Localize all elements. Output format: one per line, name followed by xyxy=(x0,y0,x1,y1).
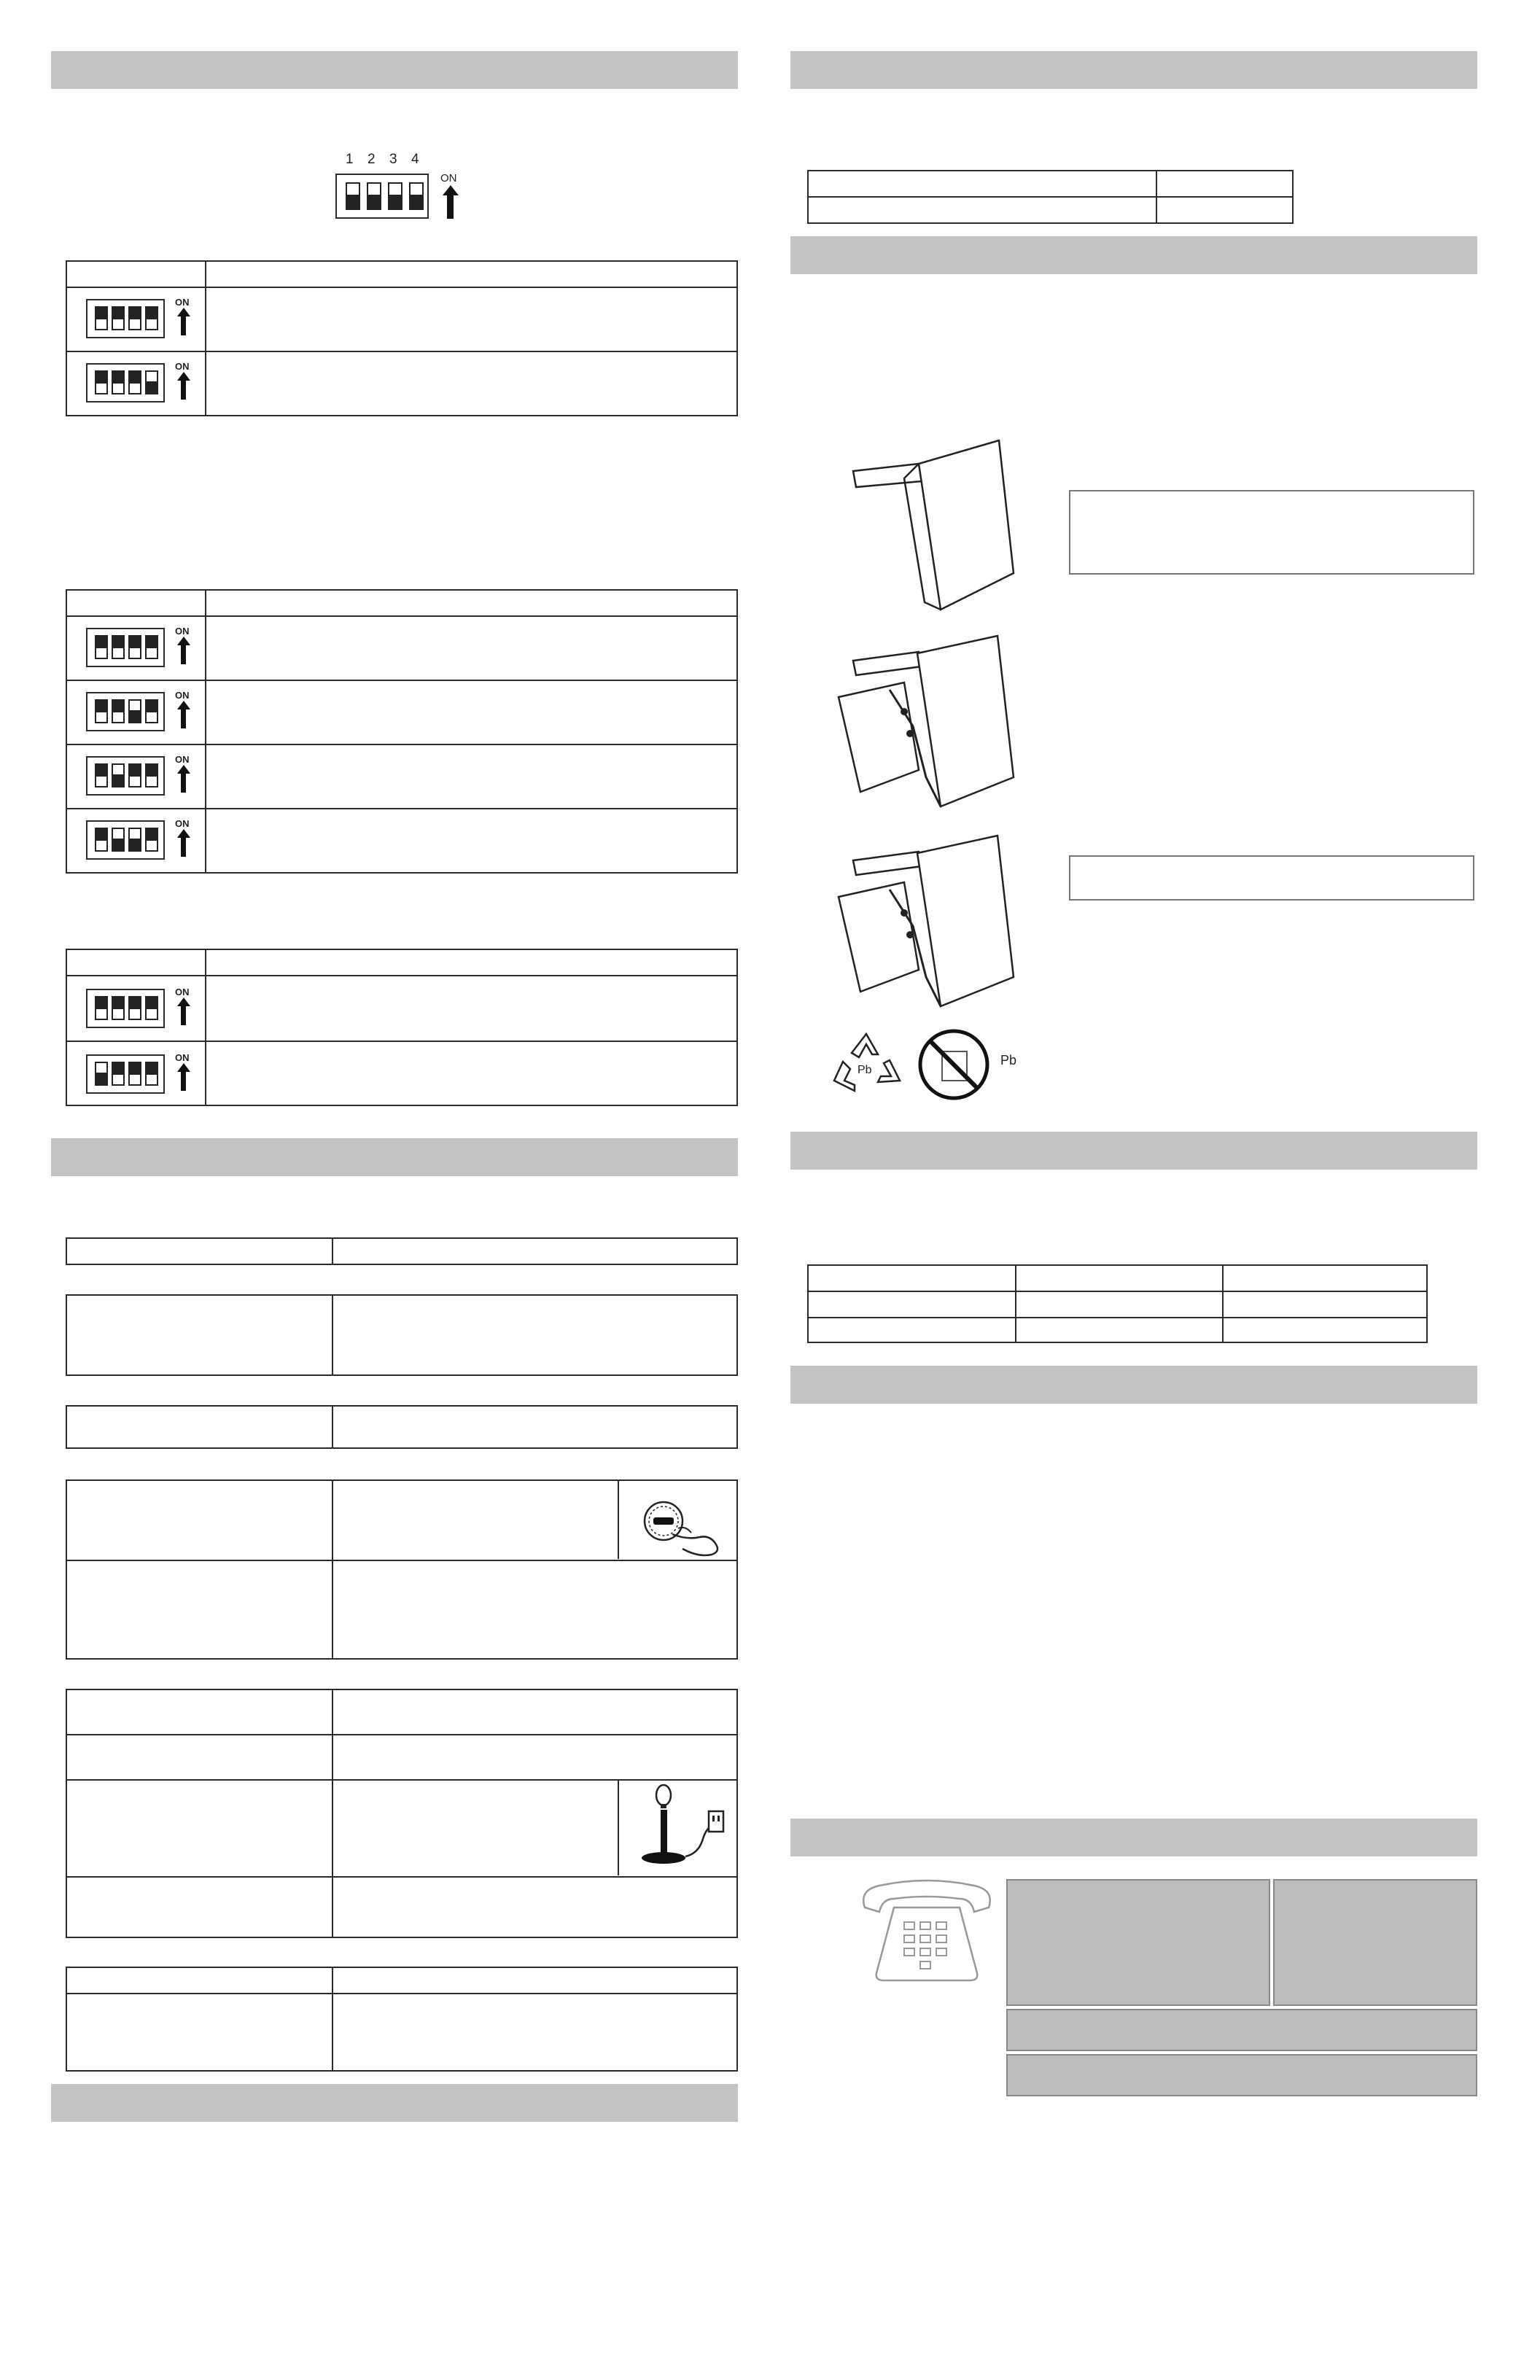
dip-on-label: ON xyxy=(440,172,457,184)
on-label: ON xyxy=(175,297,190,308)
lamp-test-icon xyxy=(642,1778,729,1869)
sensor-mount-drawing-3 xyxy=(831,831,1021,1014)
dip-table-2 xyxy=(66,589,738,874)
sensor-mount-drawing-2 xyxy=(831,631,1021,814)
section-bar-compatibility xyxy=(790,1132,1477,1170)
dip-icon xyxy=(86,628,165,667)
dip-icon xyxy=(86,299,165,338)
trouble-table-1 xyxy=(66,1237,738,1265)
trouble-table-3 xyxy=(66,1405,738,1449)
section-bar-left-bottom xyxy=(51,2084,738,2122)
section-bar-specifications xyxy=(790,51,1477,89)
on-label: ON xyxy=(175,626,190,637)
spec-table xyxy=(807,170,1294,224)
contact-box-4 xyxy=(1006,2054,1477,2096)
on-arrow-icon xyxy=(443,185,455,219)
dip-icon xyxy=(86,363,165,402)
dip-icon xyxy=(86,820,165,860)
on-label: ON xyxy=(175,361,190,372)
contact-box-3 xyxy=(1006,2009,1477,2051)
dip-icon xyxy=(86,1054,165,1094)
on-label: ON xyxy=(175,818,190,829)
dip-table-3 xyxy=(66,949,738,1106)
dip-number-3: 3 xyxy=(389,152,397,167)
on-label: ON xyxy=(175,754,190,765)
dip-icon xyxy=(86,692,165,731)
recycle-icon xyxy=(830,1030,903,1097)
on-arrow-icon xyxy=(178,637,190,664)
note-box-1 xyxy=(1069,490,1474,575)
on-arrow-icon xyxy=(178,998,190,1025)
on-arrow-icon xyxy=(178,829,190,857)
compatibility-table xyxy=(807,1264,1428,1343)
on-arrow-icon xyxy=(178,1063,190,1091)
no-disposal-icon xyxy=(917,1027,1027,1107)
telephone-icon xyxy=(858,1878,996,1988)
dip-number-1: 1 xyxy=(346,152,354,167)
dip-icon xyxy=(86,756,165,796)
on-arrow-icon xyxy=(178,308,190,335)
on-label: ON xyxy=(175,1052,190,1063)
dip-icon xyxy=(86,989,165,1028)
dip-number-2: 2 xyxy=(368,152,376,167)
dip-number-4: 4 xyxy=(411,152,419,167)
contact-box-2 xyxy=(1273,1879,1477,2006)
on-arrow-icon xyxy=(178,372,190,400)
trouble-table-6 xyxy=(66,1967,738,2072)
contact-box-1 xyxy=(1006,1879,1270,2006)
dip-switch-diagram xyxy=(335,174,429,219)
section-bar-troubleshooting xyxy=(51,1138,738,1176)
section-bar-warranty xyxy=(790,1366,1477,1404)
note-box-2 xyxy=(1069,855,1474,901)
on-arrow-icon xyxy=(178,765,190,793)
on-label: ON xyxy=(175,690,190,701)
battery-replace-icon xyxy=(627,1493,736,1559)
on-label: ON xyxy=(175,987,190,998)
dip-table-1 xyxy=(66,260,738,416)
pb-label-right: Pb xyxy=(1000,1053,1017,1068)
section-bar-installation xyxy=(790,236,1477,274)
section-bar-contact xyxy=(790,1819,1477,1856)
pb-label-left: Pb xyxy=(858,1064,872,1076)
on-arrow-icon xyxy=(178,701,190,728)
section-bar-dip-settings xyxy=(51,51,738,89)
trouble-table-5 xyxy=(66,1689,738,1938)
sensor-mount-drawing-1 xyxy=(846,435,1021,617)
trouble-table-2 xyxy=(66,1294,738,1376)
